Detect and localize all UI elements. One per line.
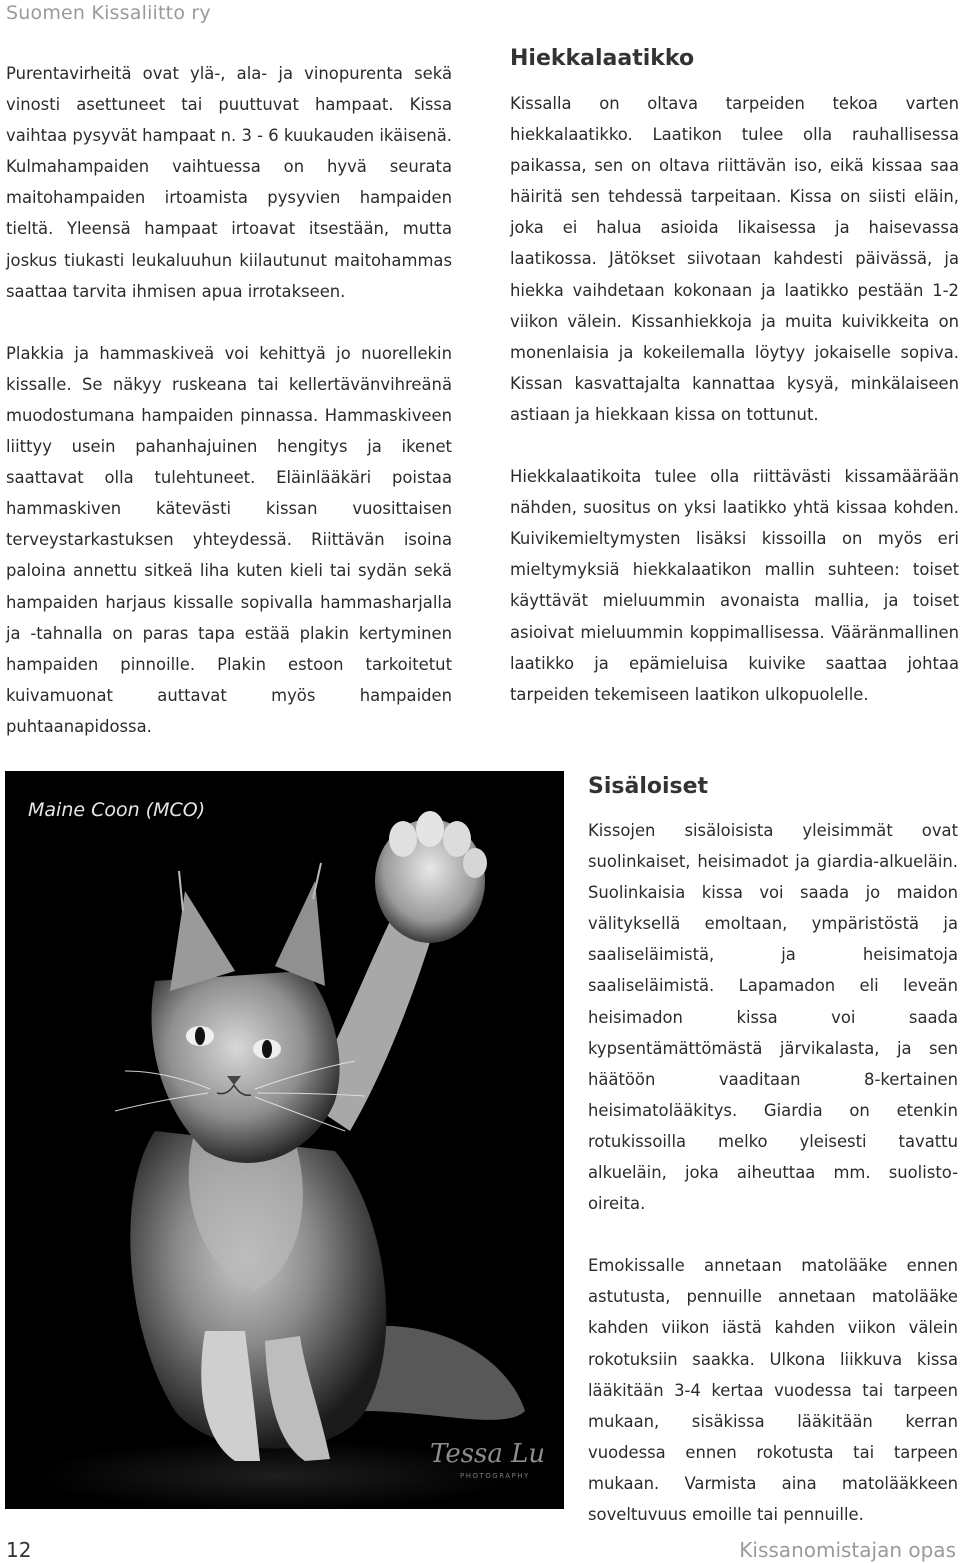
page-number: 12 [6,1538,32,1562]
cat-photo [5,771,564,1509]
photographer-watermark: Tessa Lu [430,1439,546,1469]
paragraph-deworming: Emokissalle annetaan matolääke ennen astutusta, pennuille annetaan matolääke kahden viikon iästä kahden viikon välein rokotuksiin saakka. Ulkona liikkuva kissa lääkitään 3-4 kertaa vuodessa tai tarpeen mukaan, sisäkissa lääkitään kerran vuodessa ennen rokotusta tai tarpeen mukaan. Varmista aina matolääkkeen soveltuvuus emoille tai pennuille. [588,1256,958,1524]
paragraph-litter-basics: Kissalla on oltava tarpeiden tekoa varten hiekkalaatikko. Laatikon tulee olla rauhallisessa paikassa, sen on oltava riittävän iso, eikä kissaa saa häiritä sen tehdessä tarpeitaan. Kissa on siisti eläin, joka ei halua asioida likaisessa ja haisevassa laatikossa. Jätökset siivotaan kahdesti päivässä, ja hiekka vaihdetaan kokonaan ja laatikko pestään 1-2 viikon välein. Kissanhiekkoja ja muita kuivikkeita on monenlaisia ja kokeilemalla löytyy jokaiselle sopiva. Kissan kasvattajalta kannattaa kysyä, minkälaiseen astiaan ja hiekkaan kissa on tottunut. [510,94,959,424]
paragraph-plaque: Plakkia ja hammaskiveä voi kehittyä jo nuorellekin kissalle. Se näkyy ruskeana tai kellertävänvihreänä muodostumana hampaiden pinnassa. Hammaskiveen liittyy usein pahanhajuinen hengitys ja ikenet saattavat olla tulehtuneet. Eläinlääkäri poistaa hammaskiven kätevästi kissan vuosittaisen terveystarkastuksen yhteydessä. Riittävän isoina paloina annettu sitkeä liha kuten kieli tai sydän sekä hampaiden harjaus kissalle sopivalla hammasharjalla ja -tahnalla on paras tapa estää plakin kertyminen hampaiden pinnoille. Plakin estoon tarkoitetut kuivamuonat auttavat myös hampaiden puhtaanapidossa. [6,343,452,736]
section-heading-internal-parasites: Sisäloiset [588,774,709,799]
paragraph-teeth: Purentavirheitä ovat ylä-, ala- ja vinopurenta sekä vinosti asettuneet tai puuttuvat hampaat. Kissa vaihtaa pysyvät hampaat n. 3 - 6 kuukauden ikäisenä. Kulmahampaiden vaihtuessa on hyvä seurata maitohampaiden irtoamista pysyvien hampaiden tieltä. Yleensä hampaat irtoavat itsestään, mutta joskus tiukasti leukaluuhun kiilautunut maitohammas saattaa tarvita ihmisen apua irrotakseen. [6,64,452,301]
maine-coon-image [5,771,564,1509]
litter-box-section [510,88,959,710]
photographer-watermark-subtitle: PHOTOGRAPHY [460,1472,530,1480]
running-header: Suomen Kissaliitto ry [6,2,211,24]
paragraph-litter-count: Hiekkalaatikoita tulee olla riittävästi kissamäärään nähden, suositus on yksi laatikko yhtä kissaa kohden. Kuivikemieltymysten lisäksi kissoilla on myös eri mieltymyksiä hiekkalaatikon mallin suhteen: toiset käyttävät mieluummin avonaista mallia, ja toiset asioivat mieluummin koppimallisessa. Vääränmallinen laatikko ja epämieluisa kuivike saattaa johtaa tarpeiden tekemiseen laatikon ulkopuolelle. [510,467,959,704]
paragraph-parasite-types: Kissojen sisäloisista yleisimmät ovat suolinkaiset, heisimadot ja giardia-alkueläin. Suolinkaisia kissa voi saada jo maidon välityksellä emoltaan, ympäristöstä ja saaliseläimistä, ja heisimatoja saaliseläimistä. Lapamadon eli leveän heisimadon kissa voi saada kypsentämättömästä järvikalasta, ja sen häätöön vaaditaan 8-kertainen heisimatolääkitys. Giardia on etenkin rotukissoilla melko yleisesti tavattu alkueläin, joka aiheuttaa mm. suolisto-oireita. [588,821,958,1214]
section-heading-litter-box: Hiekkalaatikko [510,46,695,71]
publication-title: Kissanomistajan opas [739,1538,956,1562]
photo-caption: Maine Coon (MCO) [28,799,206,821]
left-column [6,58,452,742]
internal-parasites-section [588,815,958,1530]
